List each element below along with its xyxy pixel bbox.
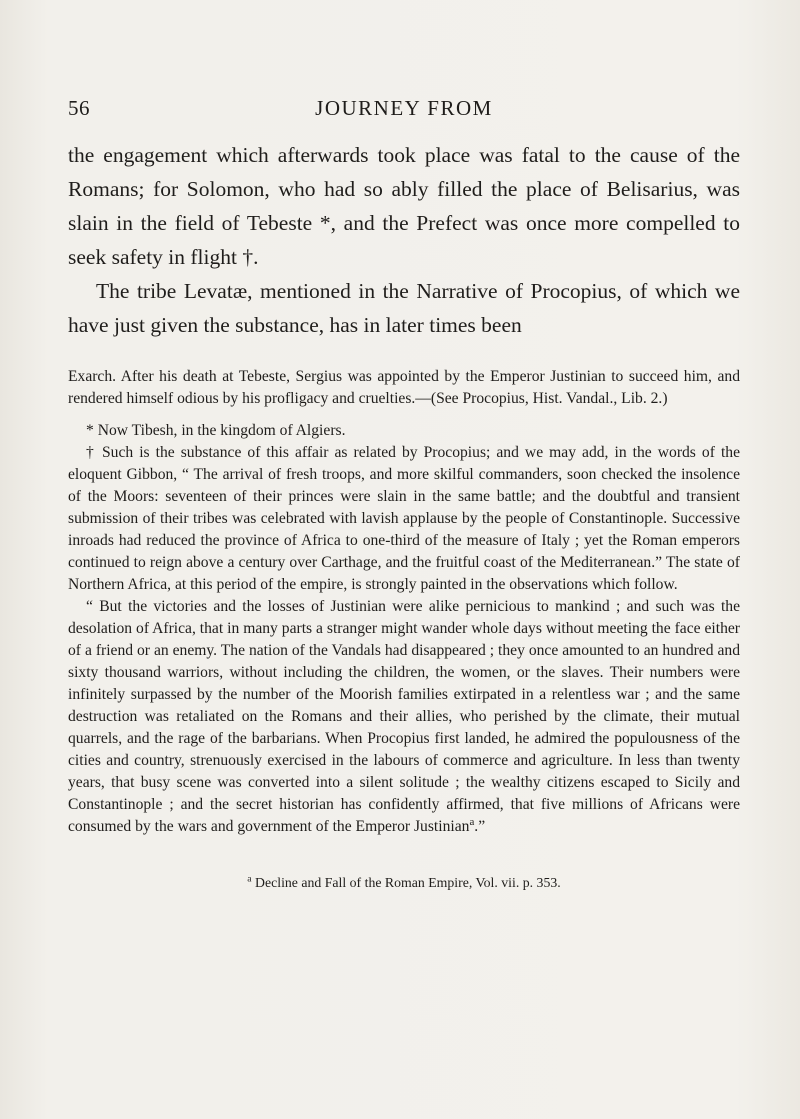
footnote-quote-ref: a: [469, 815, 475, 828]
main-paragraph-2: The tribe Levatæ, mentioned in the Narrative of Procopius, of which we have just given the substance, has in later times been: [68, 279, 740, 337]
running-title: JOURNEY FROM: [315, 96, 493, 120]
footnote-quote-end: .”: [474, 818, 486, 835]
page-header: [68, 96, 740, 126]
page-number: 56: [68, 96, 90, 120]
footnote-quote: [68, 596, 740, 838]
main-paragraph-1: the engagement which afterwards took place was fatal to the cause of the Romans; for Solomon, who had so ably filled the place of Belisarius, was slain in the field of Tebeste *, and the Prefect was once more compelled to seek safety in flight †.: [68, 143, 740, 269]
footnote-exarch: Exarch. After his death at Tebeste, Sergius was appointed by the Emperor Justinian to succeed him, and rendered himself odious by his profligacy and cruelties.—(See Procopius, Hist. Vandal., Lib. 2.): [68, 368, 740, 407]
secondary-footnote-text: Decline and Fall of the Roman Empire, Vol. vii. p. 353.: [255, 875, 561, 890]
footnote-star: * Now Tibesh, in the kingdom of Algiers.: [86, 422, 346, 439]
footnotes: [68, 366, 740, 838]
footnote-dagger: † Such is the substance of this affair as related by Procopius; and we may add, in the words of the eloquent Gibbon, “ The arrival of fresh troops, and more skilful commanders, soon checked the insolence of the Moors: seventeen of their princes were slain in the same battle; and the doubtful and transient submission of their tribes was celebrated with lavish applause by the people of Constantinople. Successive inroads had reduced the province of Africa to one-third of the measure of Italy ; yet the Roman emperors continued to reign above a century over Carthage, and the fruitful coast of the Mediterranean.” The state of Northern Africa, at this period of the empire, is strongly painted in the observations which follow.: [68, 444, 740, 593]
footnote-quote-text: “ But the victories and the losses of Justinian were alike pernicious to mankind ; and such was the desolation of Africa, that in many parts a stranger might wander whole days without meeting the face either of a friend or an enemy. The nation of the Vandals had disappeared ; they once amounted to an hundred and sixty thousand warriors, without including the children, the women, or the slaves. Their numbers were infinitely surpassed by the number of the Moorish families extirpated in a relentless war ; and the same destruction was retaliated on the Romans and their allies, who perished by the climate, their mutual quarrels, and the rage of the barbarians. When Procopius first landed, he admired the populousness of the cities and country, strenuously exercised in the labours of commerce and agriculture. In less than twenty years, that busy scene was converted into a silent solitude ; the wealthy citizens escaped to Sicily and Constantinople ; and the secret historian has confidently affirmed, that five millions of Africans were consumed by the wars and government of the Emperor Justinian: [68, 598, 740, 835]
secondary-footnote-ref: a: [247, 873, 252, 885]
main-text: [68, 138, 740, 342]
secondary-footnote: [68, 874, 740, 892]
